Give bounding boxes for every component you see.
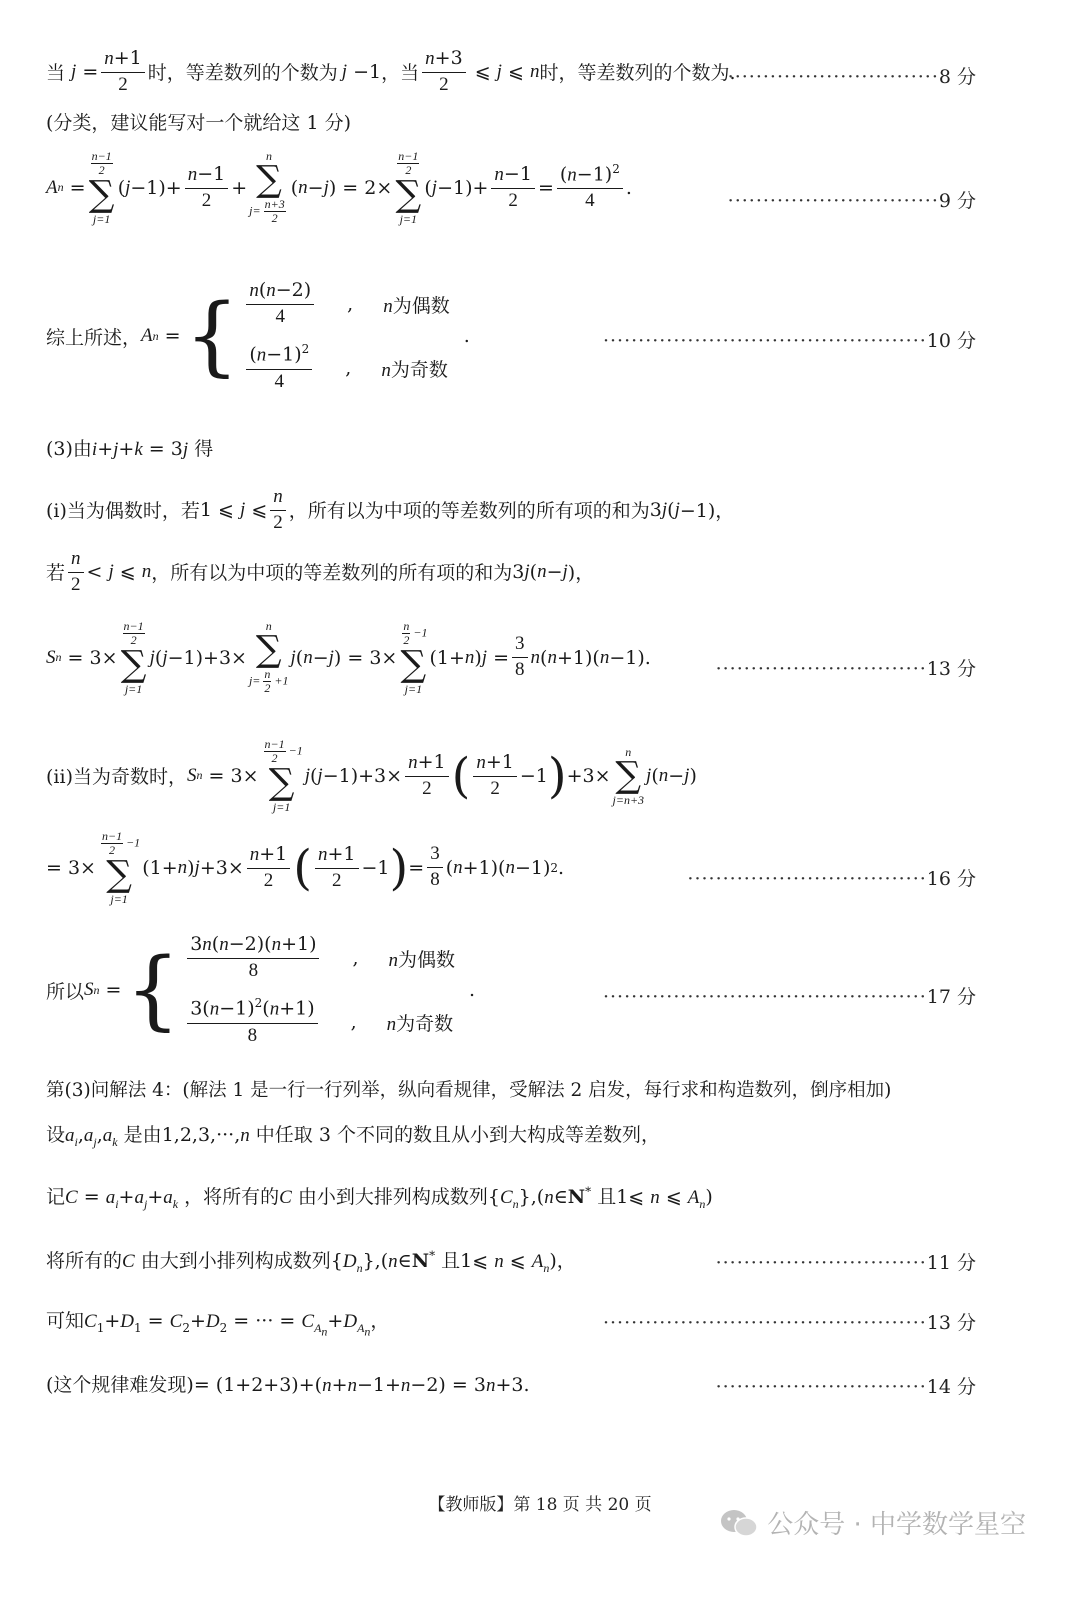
score-11: ······························11 分: [715, 1252, 976, 1274]
line-14: 记$C = a_i+a_j+a_k$ ，将所有的C 由小到大排列构成数列$\{C_n\},(n\in N^*$ 且1⩽ n ⩽ $A_n$): [46, 1184, 713, 1211]
line-15: 将所有的C 由大到小排列构成数列$\{D_n\},(n\in N^*$ 且1⩽ n ⩽ $A_n$)，: [46, 1248, 576, 1275]
line-1: 当 j = $\frac{n+1}{2}$ 时，等差数列的个数为 j −1 ，当 $\frac{n+3}{2}$ ⩽ j ⩽ n 时，等差数列的个数为.: [46, 47, 736, 95]
score-8: ······························8 分: [727, 66, 976, 88]
formula-sn-even: S n = 3× $\frac{n-1}{2}$ ∑ j=1 j ( j −1)+3× n ∑ j= $\frac{n}{2}$ +1 j ( n − j ) = 3× $\frac{n}{2}$ −1 ∑ j=1 (1+ n ) j = $\frac{3}{8}$ n ( n +1)( n −1).: [46, 619, 651, 697]
page-footer: 【教师版】第 18 页 共 20 页: [428, 1495, 652, 1515]
score-16: ··································16 分: [687, 868, 976, 890]
line-17: (这个规律难发现)= (1+2+3)+(n+n−1+n−2) = 3n+3.: [46, 1374, 530, 1396]
wechat-icon: [719, 1508, 759, 1538]
line-2-note: (分类，建议能写对一个就给这 1 分): [46, 112, 351, 134]
score-14: ······························14 分: [715, 1376, 976, 1398]
formula-an: A n = $\frac{n-1}{2}$ ∑ j=1 ( j −1)+ $\frac{n-1}{2}$ + n ∑ j= $\frac{n+3}{2}$ ( n − j ) = 2× $\frac{n-1}{2}$ ∑ j=1 ( j −1)+ $\frac{n-1}{2}$ = $\frac{(n-1)^2}{4}$ .: [46, 149, 632, 227]
cases-sn: 所以 S n = { $\frac{3n(n-2)(n+1)}{8}$ , n为偶数 $\frac{3(n-1)^2(n+1)}{8}$ , n为奇数 .: [46, 933, 476, 1046]
score-9: ······························9 分: [727, 190, 976, 212]
score-13b: ··············································13 分: [602, 1312, 976, 1334]
score-17: ··············································17 分: [602, 986, 976, 1008]
line-5: (3)由i+j+k = 3j 得: [46, 438, 214, 460]
score-10: ··············································10 分: [602, 330, 976, 352]
watermark: [719, 1504, 1026, 1541]
formula-sn-odd-result: = 3× $\frac{n-1}{2}$ −1 ∑ j=1 (1+ n ) j +3× $\frac{n+1}{2}$ ( $\frac{n+1}{2}$ −1 ) = $\frac{3}{8}$ ( n +1)( n −1) 2 .: [46, 829, 565, 907]
cases-an: 综上所述， A n = { $\frac{n(n-2)}{4}$ , n为偶数 $\frac{(n-1)^2}{4}$ , n为奇数 .: [46, 279, 470, 392]
line-6: (i)当为偶数时，若 1 ⩽ j ⩽ $\frac{n}{2}$ ，所有以为中项的等差数列的所有项的和为 3 j ( j −1)，: [46, 486, 735, 533]
line-12: 第(3)问解法 4：(解法 1 是一行一行列举，纵向看规律，受解法 2 启发，每行求和构造数列，倒序相加): [46, 1080, 892, 1101]
watermark-text: 公众号 · 中学数学星空: [767, 1510, 1026, 1540]
score-13a: ······························13 分: [715, 658, 976, 680]
formula-sn-odd: (ii)当为奇数时， S n = 3× $\frac{n-1}{2}$ −1 ∑ j=1 j ( j −1)+3× $\frac{n+1}{2}$ ( $\frac{n+1}{2}$ −1 ) +3× n ∑ j=n+3 j ( n − j ): [46, 737, 697, 815]
line-13: 设$a_i,a_j,a_k$ 是由1,2,3,···,n 中任取 3 个不同的数且从小到大构成等差数列，: [46, 1124, 660, 1149]
line-16: 可知$C_1+D_1 = C_2+D_2$ = ··· = $C_{A_n}+D_{A_n}$，: [46, 1310, 390, 1339]
line-7: 若 $\frac{n}{2}$ < j ⩽ n ，所有以为中项的等差数列的所有项的和为 3 j ( n − j )，: [46, 548, 595, 595]
